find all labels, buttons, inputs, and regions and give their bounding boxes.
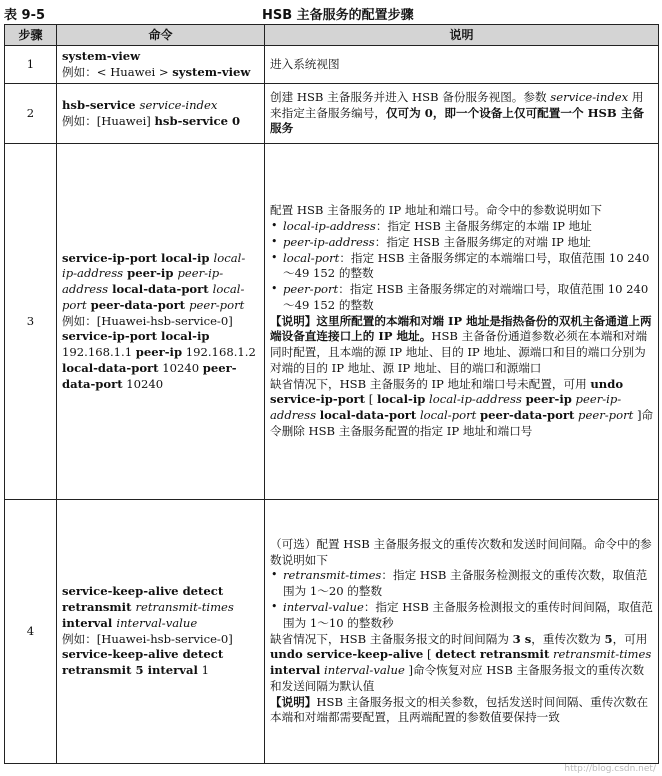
param-name: local-ip-address: [283, 219, 376, 234]
description-cell: [265, 144, 659, 500]
example-command: local-data-port: [62, 360, 159, 375]
command-text: service-ip-port local-ip: [62, 250, 214, 265]
desc-bold: 仅可为 0，即一个设备上仅可配置一个 HSB 主备服务: [270, 105, 644, 136]
example-value: 192.168.1.1: [62, 345, 136, 360]
desc-arg: service-index: [550, 89, 629, 104]
desc-command: interval: [270, 663, 321, 678]
param-text: ：指定 HSB 主备服务检测报文的重传时间间隔，取值范围为 1～10 的整数秒: [283, 599, 653, 630]
command-cell: [57, 144, 265, 500]
desc-text: 用来指定主备服务编号，: [270, 89, 644, 120]
command-arg: local-ip-address: [62, 250, 246, 281]
command-text: system-view: [62, 48, 141, 63]
example-command: peer-data-port: [62, 360, 237, 391]
watermark: http://blog.csdn.net/: [564, 764, 656, 774]
table-row: [5, 500, 659, 764]
command-cell: [57, 84, 265, 144]
table-caption: [0, 2, 662, 22]
header-command: 命令: [57, 25, 265, 46]
param-bullet: [270, 219, 654, 235]
description-cell: [265, 84, 659, 144]
desc-text: ]命令恢复对应 HSB 主备服务报文的重传次数和发送间隔为默认值: [270, 663, 645, 693]
command-text: service-keep-alive detect retransmit: [62, 584, 224, 614]
desc-command: undo service-ip-port: [270, 376, 624, 407]
desc-arg: peer-ip-address: [270, 392, 622, 423]
param-bullet: [270, 251, 654, 283]
param-bullet: [270, 600, 654, 632]
table-title: HSB 主备服务的配置步骤: [262, 8, 414, 23]
desc-command: local-ip: [376, 392, 426, 407]
example-command: system-view: [172, 64, 251, 79]
example-value: 1: [197, 663, 209, 678]
param-name: peer-port: [283, 282, 339, 297]
example-prefix: 例如：[Huawei-hsb-service-0]: [62, 631, 233, 646]
config-steps-table: [4, 24, 659, 764]
note-paragraph: [270, 695, 654, 727]
desc-command: detect retransmit: [435, 647, 550, 662]
desc-text: [: [365, 392, 377, 407]
desc-arg: local-ip-address: [425, 392, 526, 407]
command-arg: peer-port: [189, 297, 245, 312]
desc-text: 创建 HSB 主备服务并进入 HSB 备份服务视图。参数: [270, 89, 551, 104]
note-text: HSB 主备备份通道参数必须在本端和对端同时配置，且本端的源 IP 地址、目的 IP 地址、源端口和目的端口分别为对端的目的 IP 地址、源 IP 地址、目的端口和源端口: [270, 329, 648, 375]
desc-command: peer-ip: [525, 392, 572, 407]
param-name: peer-ip-address: [283, 234, 375, 249]
note-text: HSB 主备服务报文的相关参数，包括发送时间间隔、重传次数在本端和对端都需要配置，且两端配置的参数值要保持一致: [270, 694, 649, 725]
command-text: hsb-service: [62, 97, 140, 112]
description-cell: 进入系统视图: [265, 46, 659, 84]
table-row: [5, 144, 659, 500]
example-prompt: < Huawei >: [96, 64, 173, 79]
desc-command: peer-data-port: [479, 408, 575, 423]
desc-command: local-data-port: [319, 408, 417, 423]
command-arg: interval-value: [116, 615, 198, 630]
example-command: hsb-service 0: [154, 113, 241, 128]
command-text: peer-data-port: [86, 297, 190, 312]
note-bold: 这里所配置的本端和对端 IP 地址是指热备份的双机主备通道上两端设备直连接口上的 IP 地址。: [270, 313, 652, 344]
desc-command: undo service-keep-alive: [270, 647, 424, 662]
example-command: service-keep-alive detect retransmit 5 interval: [62, 647, 224, 678]
example-command: peer-ip: [135, 345, 183, 360]
header-row: [5, 25, 659, 46]
desc-arg: interval-value: [320, 663, 405, 678]
command-text: interval: [62, 615, 117, 630]
command-arg: service-index: [139, 97, 218, 112]
note-tag: 【说明】: [270, 694, 317, 709]
step-number: 3: [5, 144, 57, 500]
desc-bold: 5: [604, 631, 613, 646]
command-text: peer-ip: [123, 266, 178, 281]
table-number: 表 9-5: [4, 8, 46, 23]
description-cell: [265, 500, 659, 764]
param-text: ：指定 HSB 主备服务绑定的本端 IP 地址: [375, 219, 592, 234]
table-row: [5, 84, 659, 144]
param-bullet: [270, 235, 654, 251]
default-paragraph: [270, 377, 654, 440]
param-text: ：指定 HSB 主备服务绑定的对端 IP 地址: [374, 234, 591, 249]
param-text: ：指定 HSB 主备服务绑定的本端端口号，取值范围 10 240～49 152 的整数: [283, 250, 650, 281]
example-command: service-ip-port local-ip: [62, 329, 210, 344]
desc-arg: peer-port: [574, 408, 634, 423]
desc-text: ，重传次数为: [531, 631, 605, 646]
note-paragraph: [270, 314, 654, 377]
desc-text: ，可用: [612, 631, 648, 646]
header-step: 步骤: [5, 25, 57, 46]
desc-text: [: [423, 647, 436, 662]
command-arg: retransmit-times: [135, 599, 234, 614]
example-prefix: 例如：[Huawei-hsb-service-0]: [62, 313, 233, 328]
desc-text: ]命令删除 HSB 主备服务配置的指定 IP 地址和端口号: [270, 408, 654, 438]
desc-text: 缺省情况下，HSB 主备服务报文的时间间隔为: [270, 631, 513, 646]
param-name: interval-value: [283, 599, 364, 614]
desc-text: 缺省情况下，HSB 主备服务的 IP 地址和端口号未配置，可用: [270, 376, 591, 391]
example-value: 10240: [122, 376, 164, 391]
step-number: 2: [5, 84, 57, 144]
header-description: 说明: [265, 25, 659, 46]
step-number: 1: [5, 46, 57, 84]
param-name: local-port: [283, 250, 340, 265]
command-arg: peer-ip-address: [62, 266, 224, 297]
param-bullet: [270, 282, 654, 314]
param-text: ：指定 HSB 主备服务检测报文的重传次数，取值范围为 1～20 的整数: [283, 568, 648, 599]
example-value: 10240: [158, 360, 203, 375]
desc-arg: local-port: [416, 408, 480, 423]
table-row: [5, 46, 659, 84]
command-cell: [57, 46, 265, 84]
desc-intro: （可选）配置 HSB 主备服务报文的重传次数和发送时间间隔。命令中的参数说明如下: [270, 536, 652, 567]
step-number: 4: [5, 500, 57, 764]
param-text: ：指定 HSB 主备服务绑定的对端端口号，取值范围 10 240～49 152 的整数: [283, 282, 649, 312]
example-value: 192.168.1.2: [182, 345, 256, 360]
desc-intro: 配置 HSB 主备服务的 IP 地址和端口号。命令中的参数说明如下: [270, 203, 602, 218]
desc-bold: 3 s: [512, 631, 532, 646]
command-cell: [57, 500, 265, 764]
example-prefix: 例如：[Huawei]: [62, 113, 155, 128]
note-tag: 【说明】: [270, 313, 317, 328]
param-name: retransmit-times: [283, 568, 382, 583]
command-arg: local-port: [62, 282, 245, 312]
desc-arg: retransmit-times: [549, 647, 652, 662]
command-text: local-data-port: [108, 282, 213, 297]
default-paragraph: [270, 632, 654, 695]
example-prefix: 例如：: [62, 64, 97, 79]
param-bullet: [270, 568, 654, 600]
